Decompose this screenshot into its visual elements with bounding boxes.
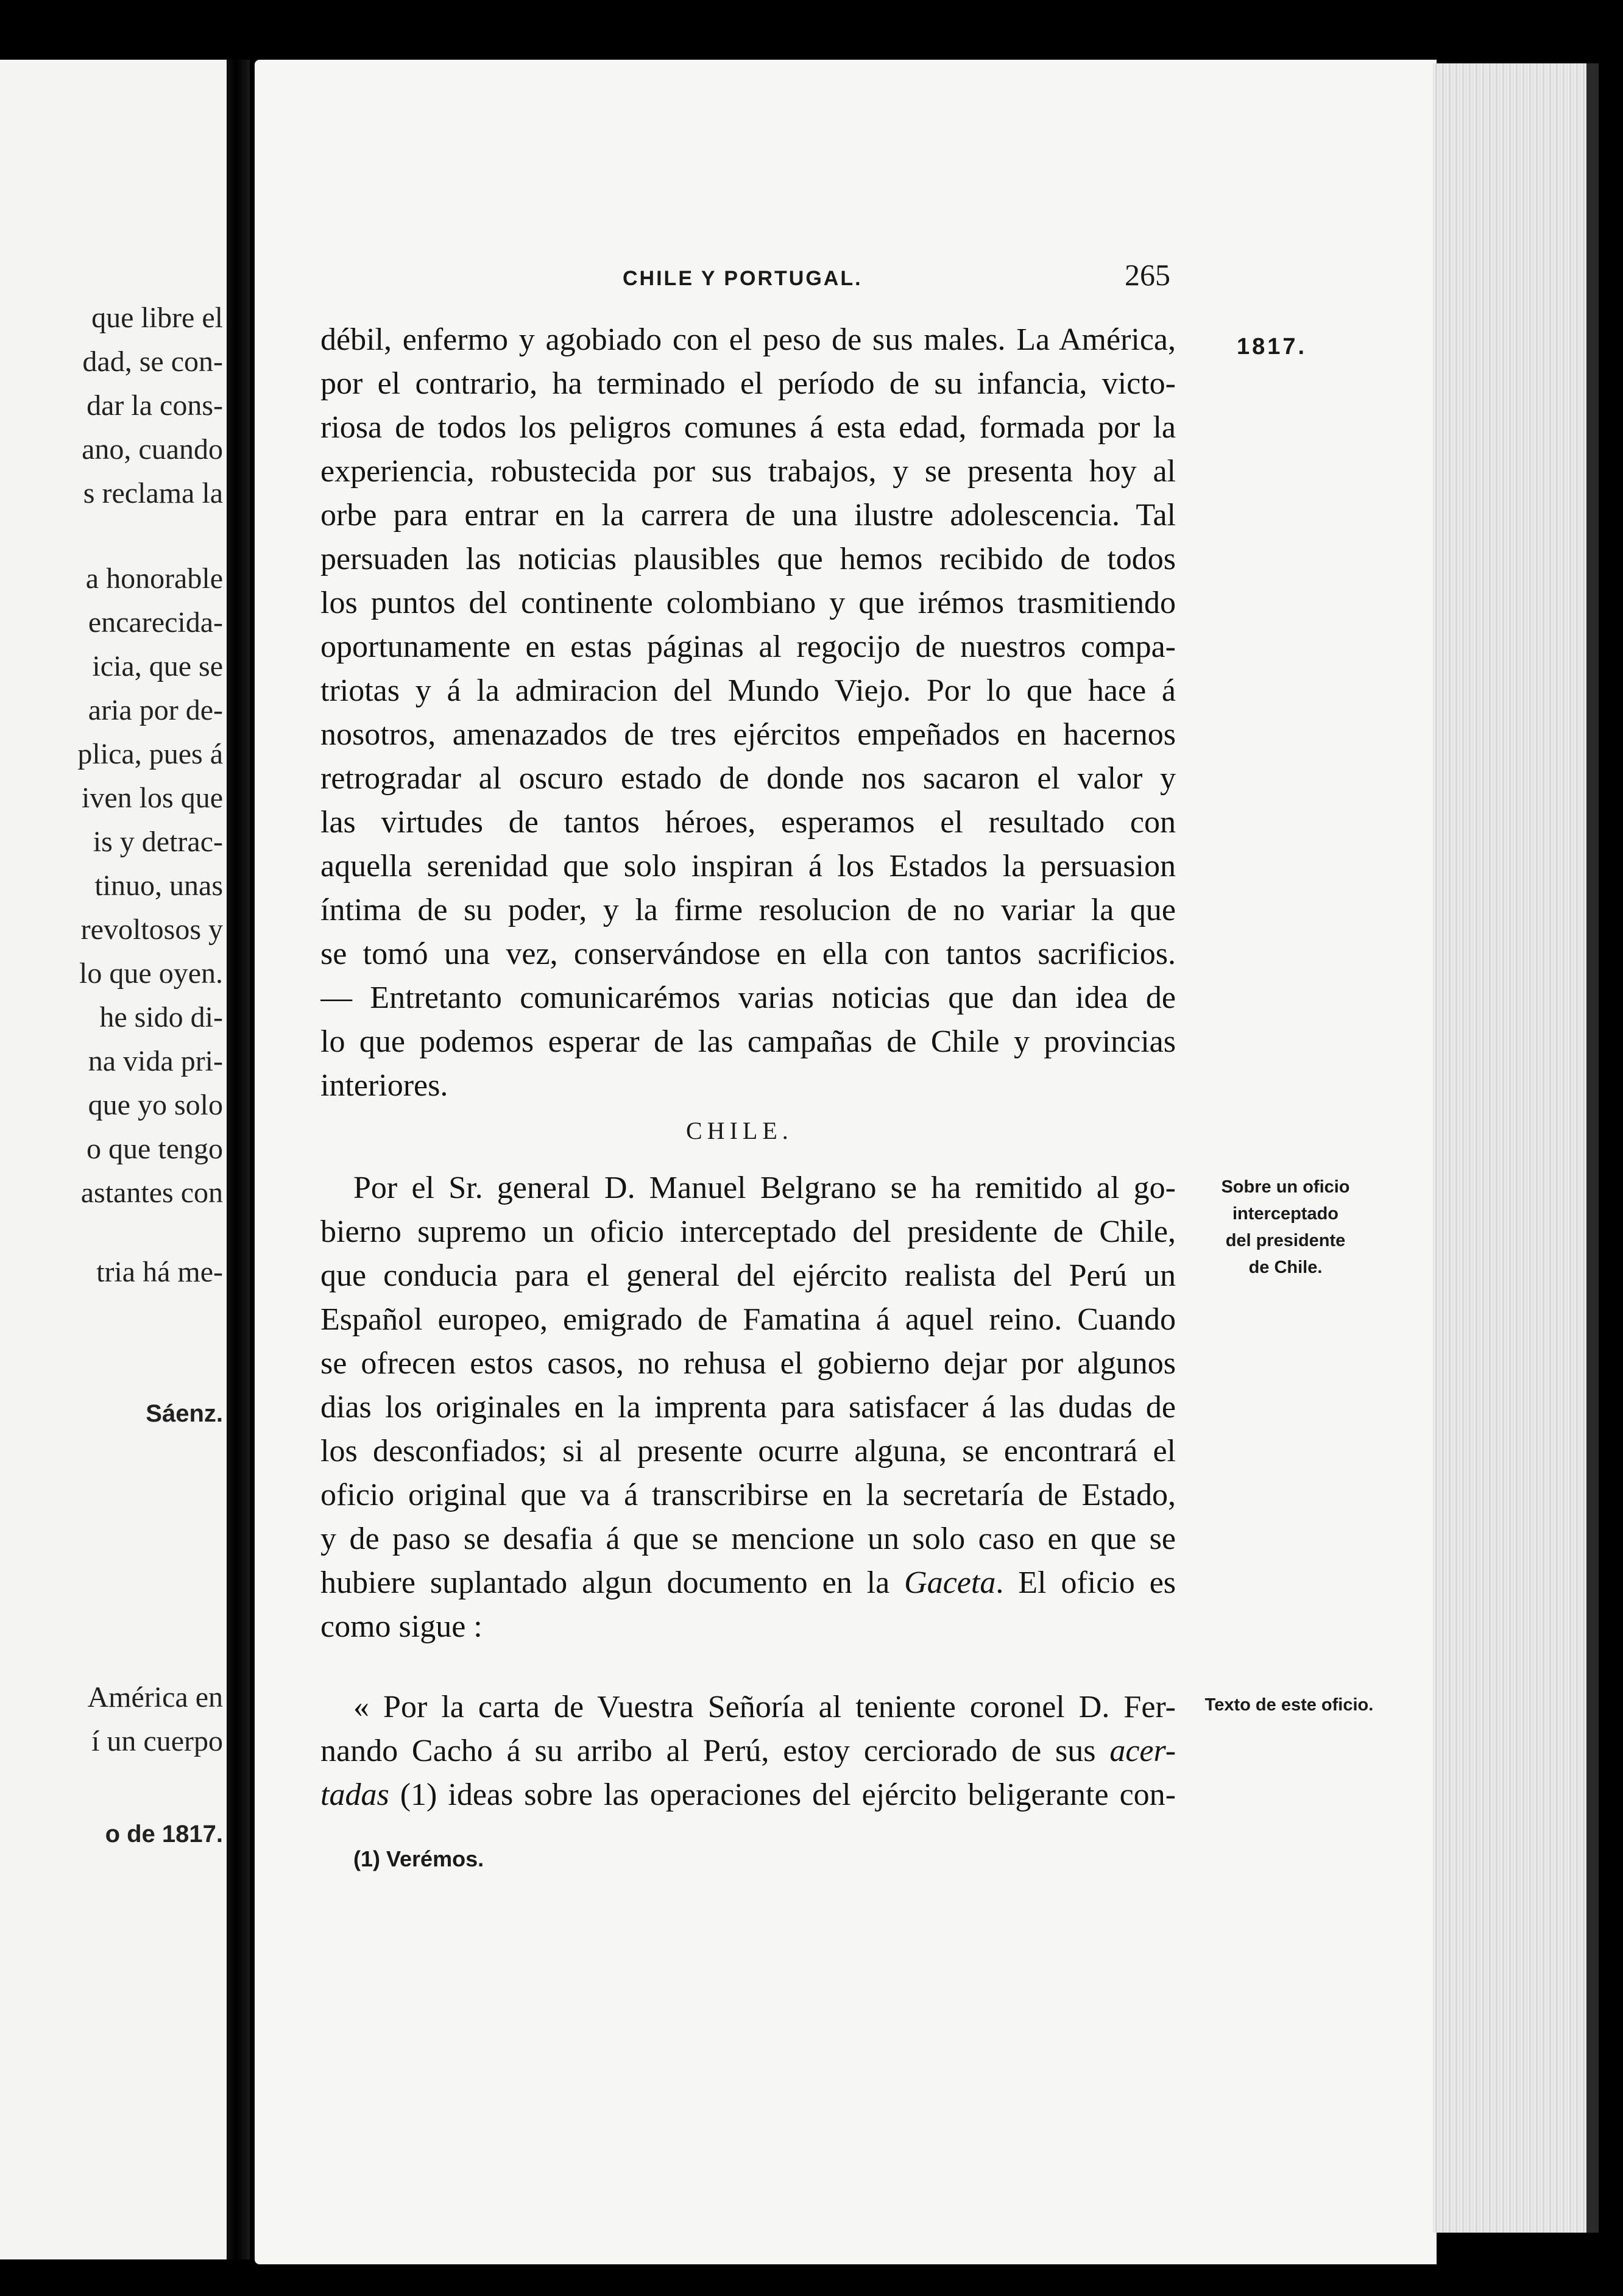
section-line: dias los originales en la imprenta para satisfacer á las dudas de [320, 1390, 1176, 1425]
left-page-line: América en [87, 1681, 223, 1713]
left-page-line: he sido di- [99, 1001, 223, 1033]
section-line: oficio original que va á transcribirse en la secretaría de Estado, [320, 1478, 1176, 1512]
left-facing-page [0, 60, 227, 2259]
book-gutter [227, 60, 250, 2259]
section-line: los desconfiados; si al presente ocurre alguna, se encontrará el [320, 1434, 1176, 1469]
footnote: (1) Verémos. [353, 1846, 484, 1871]
left-page-line: Sáenz. [146, 1400, 223, 1427]
letter-line-text: (1) ideas sobre las operaciones del ejército beligerante con- [389, 1777, 1176, 1812]
gazette-title: Gaceta [904, 1565, 996, 1600]
margin-note-intercepted-letter [1212, 1174, 1359, 1281]
margin-note-line: del presidente [1225, 1231, 1346, 1250]
letter-line-text: nando Cacho á su arribo al Perú, estoy cerciorado de sus [320, 1734, 1096, 1768]
left-page-line: is y detrac- [93, 826, 223, 858]
section-line [320, 1561, 1176, 1605]
section-line: y de paso se desafia á que se mencione un solo caso en que se [320, 1522, 1176, 1556]
section-line-text: hubiere suplantado algun documento en la [320, 1565, 890, 1600]
running-head: CHILE Y PORTUGAL. [623, 267, 863, 290]
body-line: íntima de su poder, y la firme resolucion de no variar la que [320, 893, 1176, 927]
section-line: Español europeo, emigrado de Famatina á aquel reino. Cuando [320, 1302, 1176, 1337]
margin-note-line: de Chile. [1248, 1258, 1323, 1277]
section-line: bierno supremo un oficio interceptado del presidente de Chile, [320, 1214, 1176, 1249]
body-line: aquella serenidad que solo inspiran á los Estados la persuasion [320, 849, 1176, 884]
left-page-line: encarecida- [88, 606, 223, 639]
left-page-line: plica, pues á [77, 738, 223, 770]
left-page-line: o que tengo [87, 1133, 223, 1165]
body-line: nosotros, amenazados de tres ejércitos empeñados en hacernos [320, 717, 1176, 752]
section-line: Por el Sr. general D. Manuel Belgrano se ha remitido al go- [353, 1171, 1176, 1205]
section-heading: CHILE. [686, 1117, 793, 1144]
section-line: como sigue : [320, 1609, 483, 1644]
letter-line [320, 1729, 1176, 1773]
section-line-text: . El oficio es [995, 1565, 1176, 1600]
body-line: las virtudes de tantos héroes, esperamos el resultado con [320, 805, 1176, 840]
letter-line [320, 1773, 1176, 1817]
body-line: riosa de todos los peligros comunes á esta edad, formada por la [320, 410, 1176, 445]
body-line: orbe para entrar en la carrera de una ilustre adolescencia. Tal [320, 498, 1176, 533]
body-line: experiencia, robustecida por sus trabajos, y se presenta hoy al [320, 454, 1176, 489]
body-line: oportunamente en estas páginas al regocijo de nuestros compa- [320, 629, 1176, 664]
left-page-line: dar la cons- [87, 389, 223, 422]
body-line: débil, enfermo y agobiado con el peso de sus males. La América, [320, 322, 1176, 357]
left-page-line: icia, que se [92, 650, 223, 682]
letter-line: « Por la carta de Vuestra Señoría al teniente coronel D. Fer- [353, 1690, 1176, 1724]
body-line: triotas y á la admiracion del Mundo Viejo. Por lo que hace á [320, 673, 1176, 708]
margin-note-line: interceptado [1232, 1204, 1339, 1224]
margin-year: 1817. [1237, 334, 1307, 360]
page-number: 265 [1125, 258, 1170, 292]
section-line: que conducia para el general del ejército realista del Perú un [320, 1258, 1176, 1293]
body-line: los puntos del continente colombiano y que irémos trasmitiendo [320, 586, 1176, 620]
body-line: se tomó una vez, conservándose en ella con tantos sacrificios. [320, 937, 1176, 971]
left-page-line: a honorable [85, 562, 223, 595]
left-page-line: s reclama la [83, 477, 223, 509]
body-line: lo que podemos esperar de las campañas de Chile y provincias [320, 1024, 1176, 1059]
left-page-line: o de 1817. [105, 1821, 223, 1848]
left-page-line: na vida pri- [88, 1045, 223, 1077]
section-line: se ofrecen estos casos, no rehusa el gobierno dejar por algunos [320, 1346, 1176, 1381]
left-page-line: ano, cuando [82, 433, 223, 466]
left-page-line: astantes con [80, 1177, 223, 1209]
left-page-line: í un cuerpo [91, 1725, 223, 1757]
left-page-line: lo que oyen. [79, 957, 223, 990]
body-line: persuaden las noticias plausibles que hemos recibido de todos [320, 542, 1176, 576]
body-line: por el contrario, ha terminado el período de su infancia, victo- [320, 366, 1176, 401]
margin-note-letter-text: Texto de este oficio. [1204, 1695, 1374, 1715]
left-page-line: que libre el [91, 302, 223, 334]
body-line: — Entretanto comunicarémos varias noticias que dan idea de [320, 980, 1176, 1015]
left-page-line: que yo solo [88, 1089, 223, 1121]
page-edge-stack [1433, 63, 1586, 2233]
margin-note-line: Sobre un oficio [1221, 1177, 1350, 1197]
left-page-line: tinuo, unas [94, 870, 223, 902]
left-page-line: tria há me- [96, 1256, 223, 1288]
letter-italic: acer- [1109, 1734, 1176, 1768]
left-page-line: iven los que [82, 782, 223, 814]
left-page-line: aria por de- [88, 694, 223, 726]
left-page-line: dad, se con- [82, 345, 223, 378]
body-line: retrogradar al oscuro estado de donde nos sacaron el valor y [320, 761, 1176, 796]
letter-italic: tadas [320, 1777, 389, 1812]
left-page-line: revoltosos y [80, 913, 223, 946]
body-line: interiores. [320, 1068, 448, 1103]
page-edge-shadow [1586, 63, 1599, 2233]
